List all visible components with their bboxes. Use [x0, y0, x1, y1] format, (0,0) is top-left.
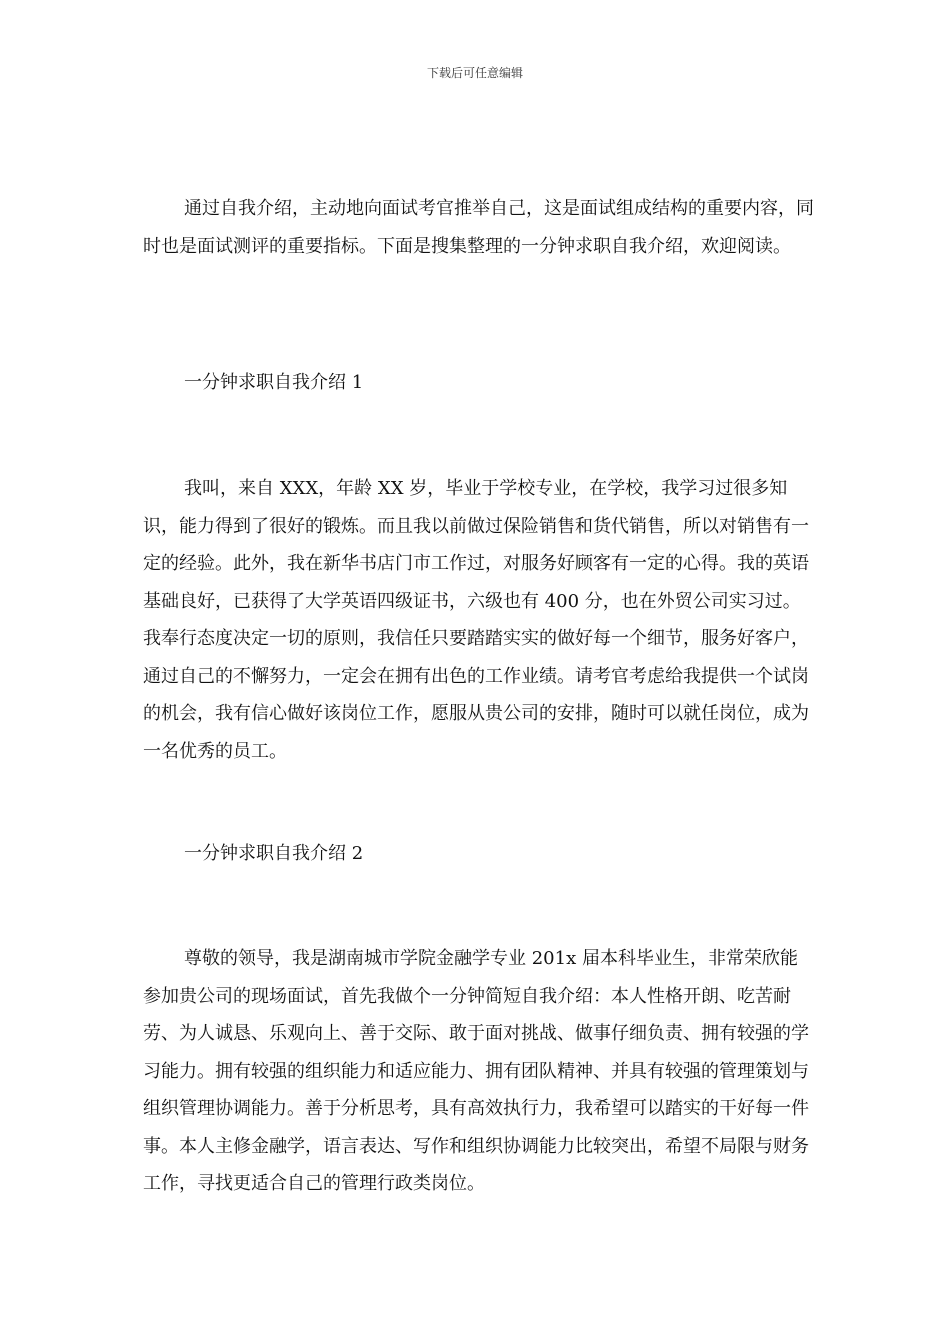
- header-note: 下载后可任意编辑: [426, 66, 523, 80]
- intro-paragraph: 通过自我介绍，主动地向面试考官推举自己，这是面试组成结构的重要内容，同时也是面试测评的重要指标。下面是搜集整理的一分钟求职自我介绍，欢迎阅读。: [143, 198, 814, 257]
- section-heading-2: 一分钟求职自我介绍 2: [184, 843, 364, 864]
- section-body-2: 尊敬的领导，我是湖南城市学院金融学专业 201x 届本科毕业生，非常荣欣能参加贵公司的现场面试，首先我做个一分钟简短自我介绍：本人性格开朗、吃苦耐劳、为人诚恳、乐观向上、善于交际、敢于面对挑战、做事仔细负责、拥有较强的学习能力。拥有较强的组织能力和适应能力、拥有团队精神、并具有较强的管理策划与组织管理协调能力。善于分析思考，具有高效执行力，我希望可以踏实的干好每一件事。本人主修金融学，语言表达、写作和组织协调能力比较突出，希望不局限与财务工作，寻找更适合自己的管理行政类岗位。: [143, 948, 809, 1194]
- section-body-1: 我叫，来自 XXX，年龄 XX 岁，毕业于学校专业，在学校，我学习过很多知识，能力得到了很好的锻炼。而且我以前做过保险销售和货代销售，所以对销售有一定的经验。此外，我在新华书店门市工作过，对服务好顾客有一定的心得。我的英语基础良好，已获得了大学英语四级证书，六级也有 400 分，也在外贸公司实习过。我奉行态度决定一切的原则，我信任只要踏踏实实的做好每一个细节，服务好客户，通过自己的不懈努力，一定会在拥有出色的工作业绩。请考官考虑给我提供一个试岗的机会，我有信心做好该岗位工作，愿服从贵公司的安排，随时可以就任岗位，成为一名优秀的员工。: [143, 478, 809, 762]
- section-heading-1: 一分钟求职自我介绍 1: [184, 372, 364, 393]
